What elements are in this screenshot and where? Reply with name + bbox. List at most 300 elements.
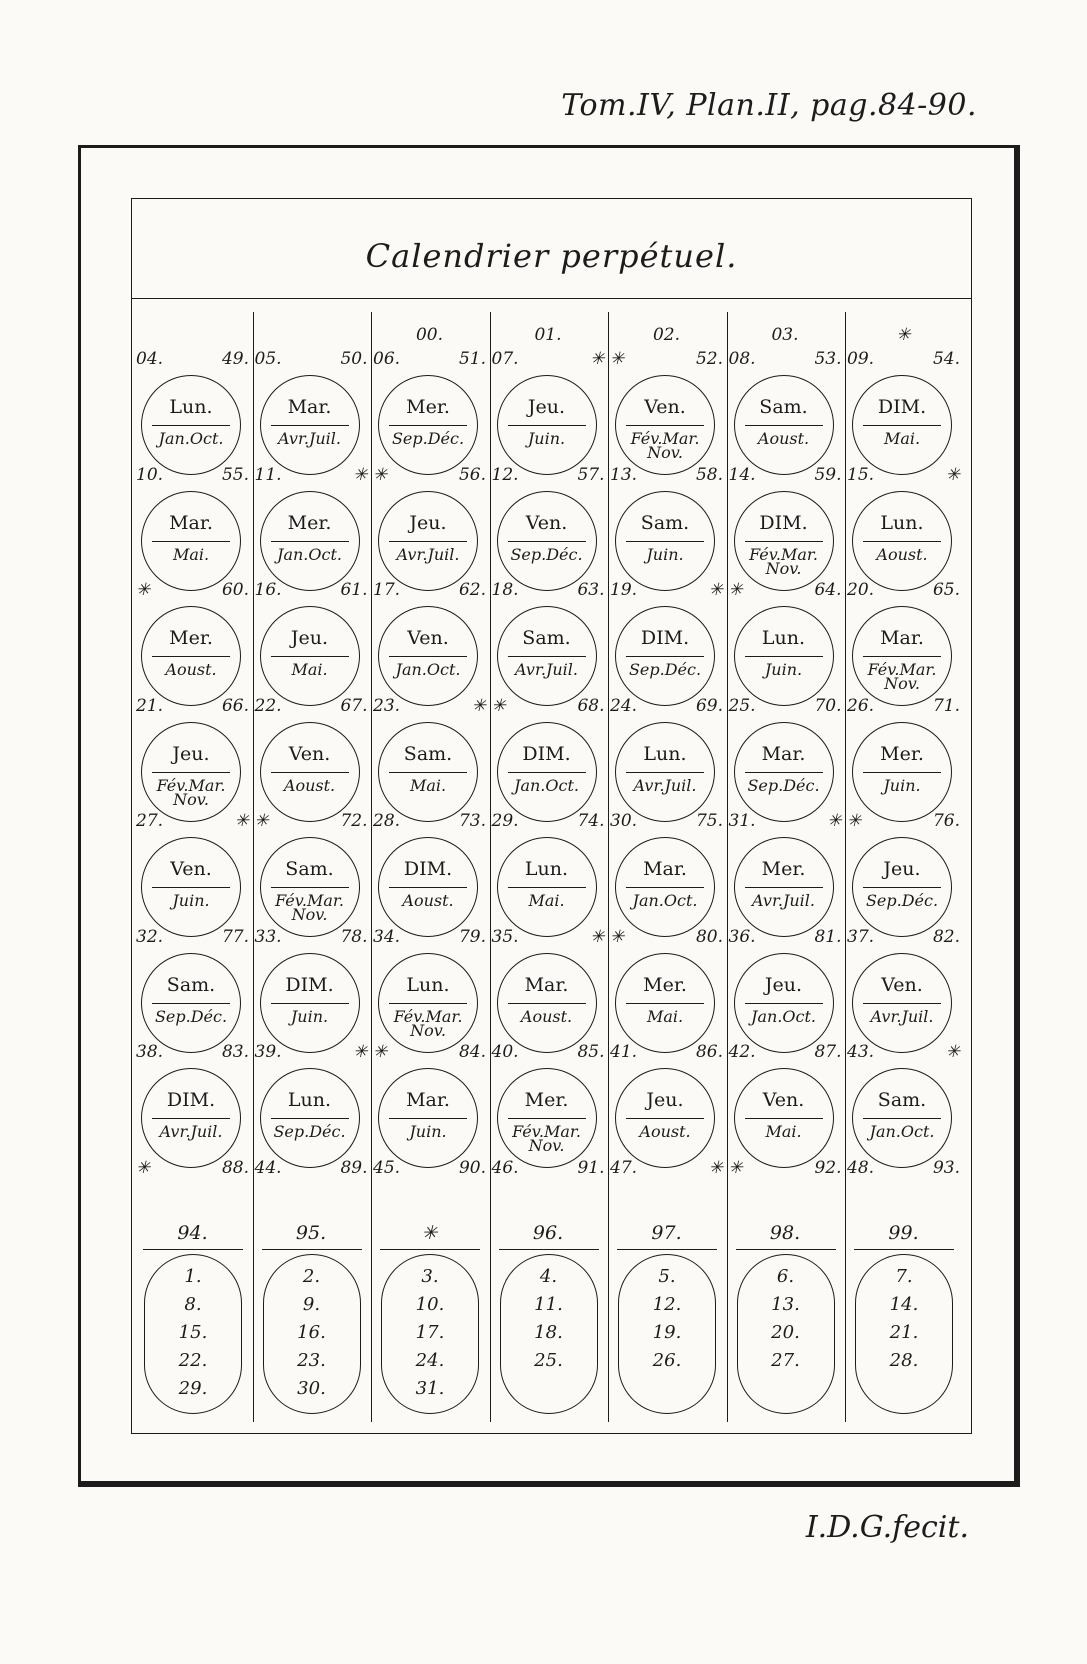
months-label: Mai. [883,429,921,448]
year-label-left: 18. [491,580,519,600]
year-label-left: 06. [373,349,401,369]
date-group-pill [381,1254,479,1414]
year-label-right: 68. [577,695,605,716]
weekday-circle [615,837,715,937]
months-label: Fév.Mar. Nov. [156,775,226,809]
weekday-label: Jeu. [883,858,921,880]
date-number: 12. [652,1294,682,1315]
weekday-circle [141,606,241,706]
months-label: Aoust. [283,775,336,795]
circle-divider [389,1118,467,1119]
weekday-label: DIM. [403,858,453,880]
weekday-label: Mer. [406,396,450,418]
date-number: 13. [771,1294,800,1315]
date-number: 2. [302,1266,321,1287]
weekday-label: Lun. [287,1089,332,1111]
months-label: Sep.Déc. [628,660,702,679]
months-label: Juin. [290,1006,329,1026]
weekday-label: Lun. [880,511,924,534]
weekday-circle [734,1068,834,1168]
year-label-right: 65. [932,580,960,600]
circle-divider [745,887,823,888]
year-label-left: 29. [491,811,519,831]
calendar-cell [490,1042,607,1162]
year-label-top: 02. [652,325,681,345]
weekday-circle [852,606,952,706]
weekday-circle [497,837,597,937]
weekday-label: Jeu. [409,511,447,534]
calendar-cell [134,580,251,700]
year-label-right: 53. [814,349,842,369]
date-number: 25. [534,1350,563,1371]
year-label-left: 23. [373,695,401,716]
year-label-left: 41. [610,1042,638,1062]
calendar-cell [134,811,251,931]
months-label: Avr.Juil. [752,891,815,910]
year-label-left: 37. [847,926,875,947]
weekday-label: Sam. [403,742,453,765]
year-label-right: 67. [340,695,368,716]
months-label: Jan.Oct. [395,660,461,679]
year-label-right: 58. [695,464,723,485]
months-label: Jan.Oct. [277,544,342,564]
date-group-pill [855,1254,953,1414]
months-label: Sep.Déc. [391,429,465,448]
calendar-cell [727,696,844,816]
year-label-right: 72. [340,811,368,831]
bottom-year-underline [736,1249,836,1250]
year-pair-row [134,1158,251,1182]
year-label-top: ✳ [896,325,911,345]
date-number: 14. [889,1294,919,1315]
year-label-left: ✳ [136,580,151,600]
date-number: 19. [652,1322,682,1343]
year-label-right: 51. [458,349,486,369]
weekday-circle [141,491,241,591]
weekday-circle [615,1068,715,1168]
year-label-left: 04. [136,349,164,369]
weekday-circle [615,953,715,1053]
year-label-right: 63. [577,580,605,600]
year-label-left: 22. [254,695,282,716]
weekday-circle [852,837,952,937]
weekday-label: Mar. [761,742,806,765]
year-label-right: ✳ [590,349,605,369]
circle-divider [389,541,467,542]
weekday-circle [734,491,834,591]
year-label-right: 87. [814,1042,842,1062]
bottom-year-underline [617,1249,717,1250]
weekday-label: Ven. [881,973,923,996]
weekday-circle [378,1068,478,1168]
circle-divider [389,887,467,888]
months-label: Mai. [172,544,210,564]
year-label-left: 27. [136,811,164,831]
year-label-right: 74. [577,811,605,831]
weekday-label: Mar. [287,396,332,418]
date-number: 18. [534,1322,563,1343]
weekday-label: Mer. [169,627,213,649]
months-label: Aoust. [876,544,928,564]
year-label-right: ✳ [234,811,249,831]
bottom-year-underline [499,1249,599,1250]
bottom-year-label: 96. [532,1222,564,1244]
weekday-circle [734,606,834,706]
year-label-left: ✳ [491,695,506,716]
year-label-left: 28. [373,811,401,831]
calendar-cell [253,580,370,700]
calendar-cell [608,927,725,1047]
circle-divider [152,656,230,657]
calendar-cell [490,927,607,1047]
months-label: Sep.Déc. [510,544,583,564]
year-label-right: 56. [458,464,486,485]
weekday-circle [615,722,715,822]
year-label-right: 52. [695,349,723,369]
circle-divider [271,1118,349,1119]
year-label-right: 62. [458,580,486,600]
year-label-left: 08. [728,349,756,369]
circle-divider [508,1118,586,1119]
months-label: Juin. [646,544,684,564]
months-label: Mai. [646,1006,684,1026]
year-label-right: ✳ [708,1157,723,1178]
weekday-circle [141,837,241,937]
year-pair-row [371,1158,488,1182]
date-number: 15. [178,1322,208,1343]
year-label-right: 79. [458,926,486,947]
year-label-right: 92. [814,1157,842,1178]
months-label: Sep.Déc. [273,1122,346,1141]
weekday-label: Sam. [166,973,216,996]
weekday-label: Ven. [170,858,212,880]
calendar-cell [490,465,607,585]
circle-divider [626,772,704,773]
calendar-cell [253,1042,370,1162]
year-label-left: 10. [136,464,164,485]
calendar-cell [727,811,844,931]
weekday-circle [141,375,241,475]
calendar-cell [845,1042,962,1162]
calendar-cell [845,927,962,1047]
date-number: 26. [652,1350,682,1371]
weekday-label: Mar. [880,627,924,649]
months-label: Fév.Mar. Nov. [275,891,344,924]
date-number: 10. [415,1294,445,1315]
months-label: Sep.Déc. [154,1006,228,1026]
date-number: 17. [415,1322,445,1343]
weekday-label: Lun. [406,973,450,996]
calendar-cell [490,811,607,931]
circle-divider [508,656,586,657]
year-label-left: 07. [491,349,519,369]
months-label: Jan.Oct. [869,1122,935,1141]
weekday-label: Lun. [643,742,687,765]
date-number: 20. [771,1322,800,1343]
weekday-label: Mer. [524,1089,569,1111]
date-group-pill [618,1254,716,1414]
year-label-right: 91. [577,1157,605,1178]
year-label-left: 25. [728,695,756,716]
months-label: Avr.Juil. [159,1122,223,1141]
bottom-year-underline [262,1249,362,1250]
year-label-right: 78. [340,926,368,947]
weekday-circle [141,953,241,1053]
calendar-cell [845,696,962,816]
circle-divider [863,425,941,426]
calendar-cell [845,811,962,931]
bottom-year-underline [854,1249,954,1250]
calendar-cell [253,696,370,816]
circle-divider [152,887,230,888]
circle-divider [271,656,349,657]
year-label-right: 54. [932,349,960,369]
year-label-right: 76. [932,811,960,831]
weekday-label: Mar. [169,511,213,534]
date-number: 31. [415,1378,445,1399]
circle-divider [508,425,586,426]
calendar-cell [253,811,370,931]
circle-divider [745,772,823,773]
circle-divider [863,887,941,888]
weekday-label: Jeu. [172,742,210,765]
calendar-cell [490,696,607,816]
weekday-circle [615,491,715,591]
calendar-cell [371,325,488,469]
year-pair-row [490,1158,607,1182]
weekday-label: Sam. [522,627,571,649]
signature: I.D.G.fecit. [805,1510,969,1545]
year-pair-row [727,1158,844,1182]
year-label-left: 45. [373,1157,401,1178]
weekday-circle [497,491,597,591]
year-label-left: 31. [728,811,756,831]
circle-divider [626,1003,704,1004]
year-label-left: 05. [254,349,282,369]
months-label: Fév.Mar. Nov. [867,660,937,693]
calendar-cell [608,811,725,931]
year-label-left: 38. [136,1042,164,1062]
weekday-circle [852,722,952,822]
circle-divider [271,541,349,542]
circle-divider [863,1118,941,1119]
calendar-cell [371,1042,488,1162]
year-label-right: ✳ [590,926,605,947]
bottom-year-label: 95. [295,1222,327,1244]
year-label-right: ✳ [945,464,960,485]
months-label: Juin. [883,775,921,795]
calendar-cell [608,580,725,700]
date-number: 1. [184,1266,202,1287]
calendar-cell [608,1042,725,1162]
year-label-right: 81. [814,926,842,947]
circle-divider [389,425,467,426]
date-number: 30. [297,1378,326,1399]
year-label-left: ✳ [254,811,269,831]
weekday-circle [378,953,478,1053]
year-label-right: 70. [814,695,842,716]
year-label-right: ✳ [945,1042,960,1062]
year-label-right: 90. [458,1157,486,1178]
weekday-circle [497,953,597,1053]
calendar-cell [134,927,251,1047]
months-label: Mai. [291,660,328,679]
calendar-cell [727,927,844,1047]
year-label-left: 30. [610,811,638,831]
date-number: 24. [415,1350,445,1371]
year-label-right: ✳ [708,580,723,600]
bottom-year-label: 97. [651,1222,682,1244]
months-label: Mai. [528,891,565,910]
year-label-left: 12. [491,464,519,485]
year-label-right: 77. [221,926,249,947]
year-label-right: 83. [221,1042,249,1062]
weekday-circle [852,953,952,1053]
calendar-cell [134,349,251,469]
calendar-cell [371,580,488,700]
date-number: 29. [178,1378,208,1399]
weekday-circle [734,837,834,937]
weekday-circle [497,722,597,822]
weekday-label: Ven. [525,511,568,534]
date-number: 6. [776,1266,795,1287]
weekday-circle [260,1068,360,1168]
calendar-cell [134,1042,251,1162]
outer-frame [78,145,1020,1487]
circle-divider [508,772,586,773]
weekday-circle [734,953,834,1053]
year-label-right: 57. [577,464,605,485]
calendar-title: Calendrier perpétuel. [365,237,738,275]
year-label-left: ✳ [373,1042,388,1062]
year-label-right: 71. [932,695,960,716]
year-label-left: ✳ [728,1157,743,1178]
circle-divider [271,1003,349,1004]
weekday-circle [378,837,478,937]
circle-divider [863,656,941,657]
year-pair-row [608,1158,725,1182]
weekday-circle [852,375,952,475]
year-label-right: 84. [458,1042,486,1062]
months-label: Jan.Oct. [514,775,579,795]
year-label-top: 00. [415,325,444,345]
weekday-label: Lun. [761,627,806,649]
weekday-label: Lun. [524,858,569,880]
year-label-left: 19. [610,580,638,600]
circle-divider [745,1118,823,1119]
months-label: Juin. [172,891,210,910]
date-number: 3. [421,1266,439,1287]
year-label-left: ✳ [136,1157,151,1178]
year-label-left: 26. [847,695,875,716]
date-group-pill [263,1254,361,1414]
year-label-right: 93. [932,1157,960,1178]
year-label-top: 01. [534,325,562,345]
year-label-left: 44. [254,1157,282,1178]
circle-divider [626,656,704,657]
circle-divider [626,425,704,426]
calendar-cell [253,465,370,585]
weekday-label: Mar. [643,858,687,880]
date-number: 11. [534,1294,563,1315]
weekday-circle [615,606,715,706]
date-number: 27. [771,1350,800,1371]
year-label-left: 13. [610,464,638,485]
weekday-label: Sam. [759,396,808,418]
weekday-label: DIM. [759,511,808,534]
date-number: 16. [297,1322,326,1343]
date-group-pill [500,1254,598,1414]
circle-divider [508,541,586,542]
weekday-circle [852,491,952,591]
circle-divider [745,541,823,542]
months-label: Aoust. [165,660,217,679]
calendar-cell [490,580,607,700]
date-group-pill [144,1254,242,1414]
weekday-label: Ven. [762,1089,805,1111]
months-label: Fév.Mar. Nov. [393,1006,463,1040]
calendar-cell [608,325,725,469]
bottom-year-underline [143,1249,243,1250]
calendar-cell [845,465,962,585]
weekday-circle [497,1068,597,1168]
circle-divider [508,887,586,888]
weekday-circle [141,722,241,822]
year-label-left: 47. [610,1157,638,1178]
months-label: Jan.Oct. [632,891,698,910]
weekday-circle [497,375,597,475]
calendar-cell [727,325,844,469]
weekday-label: Sam. [877,1089,927,1111]
year-label-right: 66. [221,695,249,716]
year-label-left: ✳ [373,464,388,485]
months-label: Avr.Juil. [278,429,341,448]
months-label: Juin. [409,1122,447,1141]
year-label-left: 09. [847,349,875,369]
bottom-year-label: 99. [888,1222,919,1244]
months-label: Jan.Oct. [751,1006,816,1026]
circle-divider [745,425,823,426]
year-label-left: 35. [491,926,519,947]
date-group-pill [737,1254,835,1414]
weekday-label: DIM. [640,627,690,649]
months-label: Aoust. [757,429,810,448]
year-label-left: 33. [254,926,282,947]
weekday-circle [615,375,715,475]
circle-divider [389,772,467,773]
circle-divider [508,1003,586,1004]
months-label: Sep.Déc. [747,775,820,795]
weekday-circle [141,1068,241,1168]
year-label-left: ✳ [610,926,625,947]
year-label-left: 36. [728,926,756,947]
months-label: Aoust. [639,1122,691,1141]
weekday-circle [378,606,478,706]
year-label-right: 64. [814,580,842,600]
year-label-left: 21. [136,695,164,716]
circle-divider [271,887,349,888]
months-label: Aoust. [520,1006,573,1026]
weekday-circle [378,722,478,822]
date-number: 22. [178,1350,208,1371]
page-header: Tom.IV, Plan.II, pag.84-90. [561,88,977,123]
date-number: 23. [297,1350,326,1371]
date-number: 9. [302,1294,321,1315]
weekday-circle [378,375,478,475]
year-label-right: 73. [458,811,486,831]
months-label: Avr.Juil. [870,1006,934,1026]
year-label-right: ✳ [353,1042,368,1062]
